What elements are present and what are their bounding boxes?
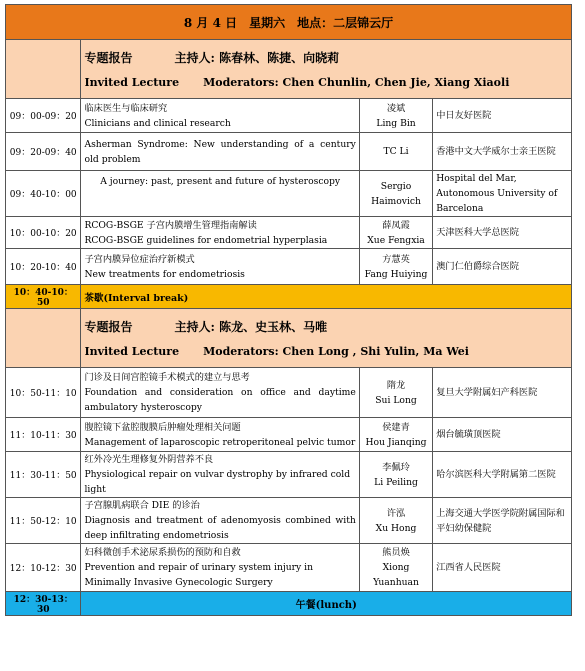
- speaker-en: Fang Huiying: [364, 268, 428, 280]
- institution-cell: 烟台毓璜顶医院: [433, 418, 572, 452]
- topic-cell: [81, 368, 359, 418]
- time-cell: 12：10-12：30: [6, 544, 81, 592]
- session-header-2: [6, 309, 572, 368]
- topic-en: Foundation and consideration on office and daytime ambulatory hysteroscopy: [84, 387, 356, 413]
- table-row: [6, 418, 572, 452]
- session-header-content: [81, 40, 572, 99]
- moderators-en: Chen Chunlin, Chen Jie, Xiang Xiaoli: [282, 76, 510, 89]
- speaker-cell: [359, 133, 432, 171]
- time-cell: 10：50-11：10: [6, 368, 81, 418]
- topic-cell: [81, 99, 359, 133]
- session-header-content: [81, 309, 572, 368]
- speaker-cell: [359, 418, 432, 452]
- speaker-cn: 凌斌: [386, 102, 406, 114]
- lunch-row: [6, 592, 572, 616]
- break-label: 茶歇(Interval break): [81, 285, 572, 309]
- topic-en: Management of laparoscopic retroperitoneal pelvic tumor: [84, 436, 356, 448]
- moderators-cn: 陈龙、史玉林、马唯: [219, 320, 328, 334]
- moderators-en: Chen Long , Shi Yulin, Ma Wei: [282, 345, 469, 358]
- speaker-en: Sui Long: [375, 394, 417, 406]
- session-topic-cn: 专题报告: [84, 320, 133, 334]
- speaker-en: Hou Jianqing: [365, 436, 427, 448]
- topic-en: RCOG-BSGE guidelines for endometrial hyperplasia: [84, 234, 328, 246]
- moderators-en-label: Moderators:: [203, 76, 279, 89]
- time-cell: 11：10-11：30: [6, 418, 81, 452]
- institution-cell: Hospital del Mar, Autonomous University of Barcelona: [433, 171, 572, 217]
- time-cell: 09：00-09：20: [6, 99, 81, 133]
- speaker-cn: 方慧英: [382, 253, 410, 265]
- topic-en: A journey: past, present and future of hysteroscopy: [100, 176, 341, 187]
- topic-cell: [81, 452, 359, 498]
- speaker-en: Li Peiling: [374, 476, 418, 488]
- speaker-cn: 李佩玲: [382, 461, 410, 473]
- title-row: [6, 5, 572, 40]
- topic-cn: RCOG-BSGE 子宫内膜增生管理指南解读: [84, 219, 257, 231]
- speaker-cell: [359, 368, 432, 418]
- table-row: [6, 452, 572, 498]
- topic-cell: [81, 217, 359, 249]
- topic-cell: [81, 171, 359, 217]
- topic-cell: [81, 498, 359, 544]
- table-row: [6, 498, 572, 544]
- topic-cell: [81, 133, 359, 171]
- speaker-cn: 熊员焕: [382, 547, 410, 558]
- time-cell: 10：20-10：40: [6, 249, 81, 285]
- speaker-cn: 侯建青: [382, 421, 410, 433]
- break-row: [6, 285, 572, 309]
- institution-cell: 澳门仁伯爵综合医院: [433, 249, 572, 285]
- moderators-cn-label: 主持人:: [174, 320, 215, 334]
- topic-en: New treatments for endometriosis: [84, 268, 245, 280]
- topic-cn: 妇科微创手术泌尿系损伤的预防和自救: [84, 547, 241, 558]
- topic-cell: [81, 249, 359, 285]
- speaker-cn: 许泓: [386, 507, 406, 519]
- speaker-cell: [359, 171, 432, 217]
- table-row: [6, 99, 572, 133]
- topic-en: Diagnosis and treatment of adenomyosis combined with deep infiltrating endometriosis: [84, 515, 356, 541]
- topic-cn: 临床医生与临床研究: [84, 102, 168, 114]
- table-row: [6, 171, 572, 217]
- time-cell: 10：00-10：20: [6, 217, 81, 249]
- session-header-spacer: [6, 309, 81, 368]
- topic-en: Prevention and repair of urinary system injury in Minimally Invasive Gynecologic Surgery: [84, 562, 314, 588]
- topic-cell: [81, 418, 359, 452]
- institution-cell: 香港中文大学威尔士亲王医院: [433, 133, 572, 171]
- speaker-en: Xiong Yuanhuan: [373, 562, 419, 588]
- speaker-first: Sergio: [380, 180, 412, 192]
- time-cell: 11：50-12：10: [6, 498, 81, 544]
- speaker-cell: [359, 99, 432, 133]
- speaker-last: Haimovich: [371, 195, 421, 207]
- speaker-cell: [359, 249, 432, 285]
- institution-cell: 中日友好医院: [433, 99, 572, 133]
- topic-en: Clinicians and clinical research: [84, 117, 231, 129]
- time-cell: 09：40-10：00: [6, 171, 81, 217]
- time-cell: 09：20-09：40: [6, 133, 81, 171]
- topic-cn: 子宫腺肌病联合 DIE 的诊治: [84, 500, 200, 511]
- schedule-table: [5, 4, 572, 616]
- speaker-en: TC Li: [383, 146, 409, 157]
- session-topic-cn: 专题报告: [84, 51, 133, 65]
- topic-cell: [81, 544, 359, 592]
- speaker-cell: [359, 544, 432, 592]
- session-topic-en: Invited Lecture: [84, 76, 180, 89]
- table-row: [6, 217, 572, 249]
- speaker-cell: [359, 498, 432, 544]
- institution-cell: 复旦大学附属妇产科医院: [433, 368, 572, 418]
- institution-cell: 哈尔滨医科大学附属第二医院: [433, 452, 572, 498]
- institution-cell: 天津医科大学总医院: [433, 217, 572, 249]
- lunch-label: 午餐(lunch): [81, 592, 572, 616]
- speaker-cell: [359, 452, 432, 498]
- speaker-en: Xue Fengxia: [367, 234, 425, 246]
- session-header-1: [6, 40, 572, 99]
- table-row: [6, 133, 572, 171]
- moderators-en-label: Moderators:: [203, 345, 279, 358]
- table-row: [6, 249, 572, 285]
- session-header-spacer: [6, 40, 81, 99]
- schedule-title: 8 月 4 日 星期六 地点：二层锦云厅: [6, 5, 572, 40]
- time-cell: 11：30-11：50: [6, 452, 81, 498]
- lunch-time: 12：30-13：30: [6, 592, 81, 616]
- speaker-cn: 隋龙: [386, 379, 406, 391]
- speaker-en: Ling Bin: [376, 117, 416, 129]
- break-time: 10：40-10：50: [6, 285, 81, 309]
- moderators-cn: 陈春林、陈捷、向晓莉: [219, 51, 340, 65]
- topic-cn: 门诊及日间宫腔镜手术模式的建立与思考: [84, 372, 250, 383]
- topic-en: Physiological repair on vulvar dystrophy by infrared cold light: [84, 469, 351, 495]
- topic-en: Asherman Syndrome: New understanding of a century old problem: [84, 138, 356, 165]
- table-row: [6, 368, 572, 418]
- speaker-cell: [359, 217, 432, 249]
- moderators-cn-label: 主持人:: [174, 51, 215, 65]
- session-topic-en: Invited Lecture: [84, 345, 180, 358]
- table-row: [6, 544, 572, 592]
- topic-cn: 红外冷光生理修复外阴营养不良: [84, 454, 214, 465]
- speaker-en: Xu Hong: [375, 522, 417, 534]
- speaker-cn: 薛凤霞: [382, 219, 410, 231]
- topic-cn: 子宫内膜异位症治疗新模式: [84, 253, 195, 265]
- topic-cn: 腹腔镜下盆腔腹膜后肿瘤处理相关问题: [84, 421, 241, 433]
- institution-cell: 江西省人民医院: [433, 544, 572, 592]
- institution-cell: 上海交通大学医学院附属国际和平妇幼保健院: [433, 498, 572, 544]
